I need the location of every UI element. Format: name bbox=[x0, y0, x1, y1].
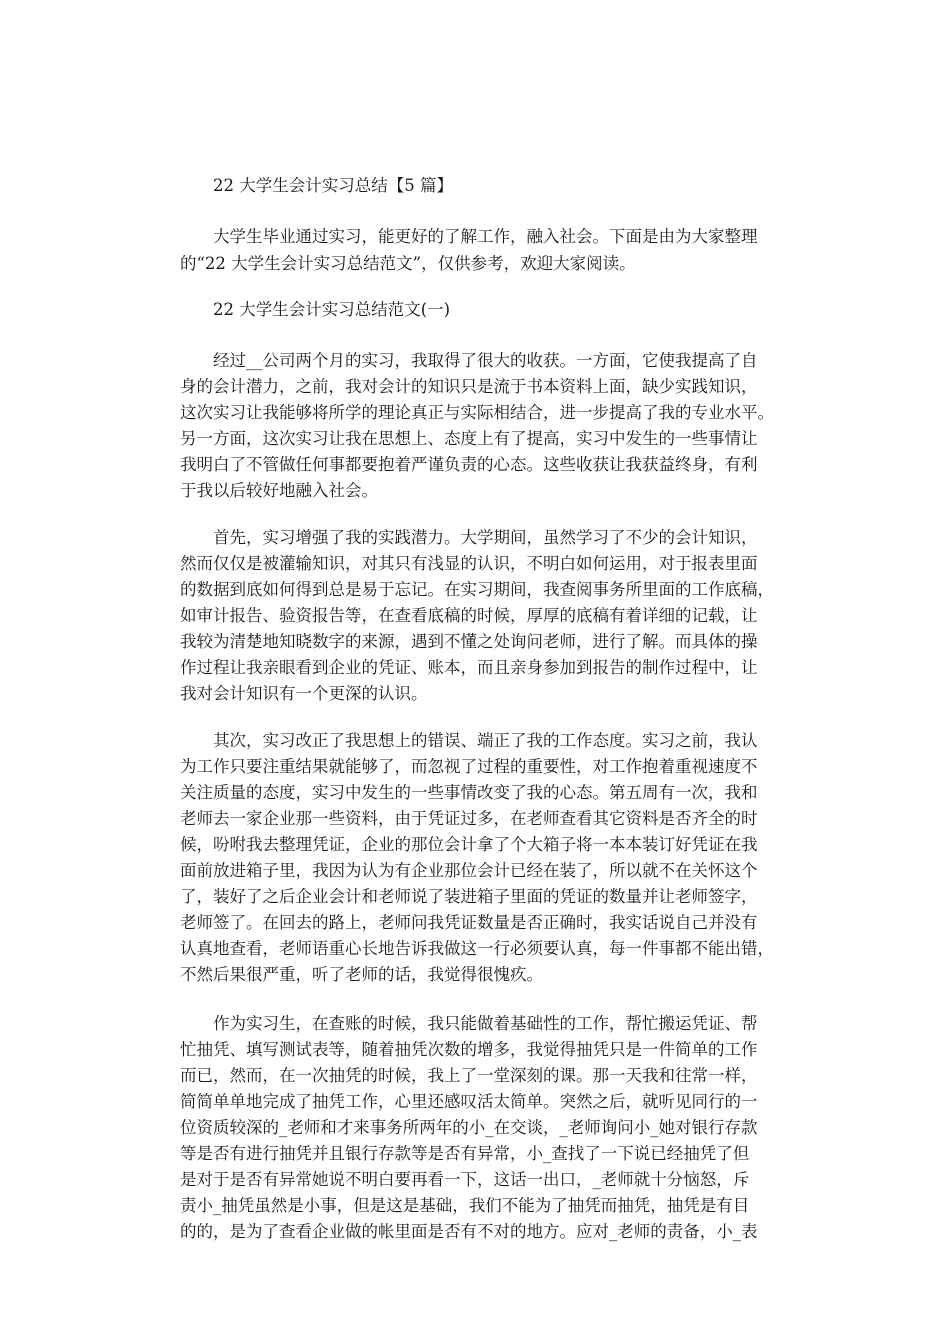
paragraph-line: 我较为清楚地知晓数字的来源，遇到不懂之处询问老师，进行了解。而具体的操 bbox=[180, 632, 758, 651]
paragraph-line: 而已，然而，在一次抽凭的时候，我上了一堂深刻的课。那一天我和往常一样， bbox=[180, 1066, 758, 1085]
paragraph-line: 经过__公司两个月的实习，我取得了很大的收获。一方面，它使我提高了自 bbox=[213, 351, 758, 370]
paragraph-line: 这次实习让我能够将所学的理论真正与实际相结合，进一步提高了我的专业水平。 bbox=[180, 403, 774, 422]
paragraph-line: 老师签了。在回去的路上，老师问我凭证数量是否正确时，我实话说自己并没有 bbox=[180, 913, 758, 932]
paragraph-line: 然而仅仅是被灌输知识，对其只有浅显的认识，不明白如何运用，对于报表里面 bbox=[180, 554, 758, 573]
intro-line: 的“22 大学生会计实习总结范文”，仅供参考，欢迎大家阅读。 bbox=[180, 254, 636, 273]
paragraph-line: 如审计报告、验资报告等，在查看底稿的时候，厚厚的底稿有着详细的记载，让 bbox=[180, 606, 758, 625]
paragraph-line: 等是否有进行抽凭并且银行存款等是否有异常，小_查找了一下说已经抽凭了但 bbox=[180, 1144, 750, 1163]
paragraph-line: 另一方面，这次实习让我在思想上、态度上有了提高，实习中发生的一些事情让 bbox=[180, 429, 758, 448]
paragraph-line: 身的会计潜力，之前，我对会计的知识只是流于书本资料上面，缺少实践知识， bbox=[180, 377, 758, 396]
paragraph-line: 作为实习生，在查账的时候，我只能做着基础性的工作，帮忙搬运凭证、帮 bbox=[213, 1014, 758, 1033]
paragraph-line: 我对会计知识有一个更深的认识。 bbox=[180, 684, 428, 703]
paragraph-line: 位资质较深的_老师和才来事务所两年的小_在交谈，_老师询问小_她对银行存款 bbox=[180, 1118, 758, 1137]
section-heading: 22 大学生会计实习总结范文(一) bbox=[213, 300, 451, 319]
paragraph-line: 作过程让我亲眼看到企业的凭证、账本，而且亲身参加到报告的制作过程中，让 bbox=[180, 658, 758, 677]
paragraph-line: 不然后果很严重，听了老师的话，我觉得很愧疚。 bbox=[180, 965, 543, 984]
paragraph-line: 忙抽凭、填写测试表等，随着抽凭次数的增多，我觉得抽凭只是一件简单的工作 bbox=[180, 1040, 758, 1059]
intro-line: 大学生毕业通过实习，能更好的了解工作，融入社会。下面是由为大家整理 bbox=[213, 227, 758, 246]
paragraph-line: 简简单单地完成了抽凭工作，心里还感叹活太简单。突然之后，就听见同行的一 bbox=[180, 1092, 758, 1111]
paragraph-line: 于我以后较好地融入社会。 bbox=[180, 481, 378, 500]
paragraph-line: 是对于是否有异常她说不明白要再看一下，这话一出口，_老师就十分恼怒，斥 bbox=[180, 1170, 750, 1189]
paragraph-line: 认真地查看，老师语重心长地告诉我做这一行必须要认真，每一件事都不能出错， bbox=[180, 939, 774, 958]
paragraph-line: 关注质量的态度，实习中发生的一些事情改变了我的心态。第五周有一次，我和 bbox=[180, 783, 758, 802]
paragraph-line: 的的，是为了查看企业做的帐里面是否有不对的地方。应对_老师的责备，小_表 bbox=[180, 1222, 758, 1241]
paragraph-line: 为工作只要注重结果就能够了，而忽视了过程的重要性，对工作抱着重视速度不 bbox=[180, 757, 758, 776]
paragraph-line: 的数据到底如何得到总是易于忘记。在实习期间，我查阅事务所里面的工作底稿， bbox=[180, 580, 774, 599]
paragraph-line: 面前放进箱子里，我因为认为有企业那位会计已经在装了，所以就不在关怀这个 bbox=[180, 861, 758, 880]
paragraph-line: 我明白了不管做任何事都要抱着严谨负责的心态。这些收获让我获益终身，有利 bbox=[180, 455, 758, 474]
paragraph-line: 首先，实习增强了我的实践潜力。大学期间，虽然学习了不少的会计知识， bbox=[213, 528, 758, 547]
paragraph-line: 老师去一家企业那一些资料，由于凭证过多，在老师查看其它资料是否齐全的时 bbox=[180, 809, 758, 828]
paragraph-line: 了，装好了之后企业会计和老师说了装进箱子里面的凭证的数量并让老师签字， bbox=[180, 887, 758, 906]
paragraph-line: 责小_抽凭虽然是小事，但是这是基础，我们不能为了抽凭而抽凭，抽凭是有目 bbox=[180, 1196, 750, 1215]
paragraph-line: 其次，实习改正了我思想上的错误、端正了我的工作态度。实习之前，我认 bbox=[213, 731, 758, 750]
paragraph-line: 候，吩咐我去整理凭证，企业的那位会计拿了个大箱子将一本本装订好凭证在我 bbox=[180, 835, 758, 854]
document-title: 22 大学生会计实习总结【5 篇】 bbox=[213, 176, 453, 195]
